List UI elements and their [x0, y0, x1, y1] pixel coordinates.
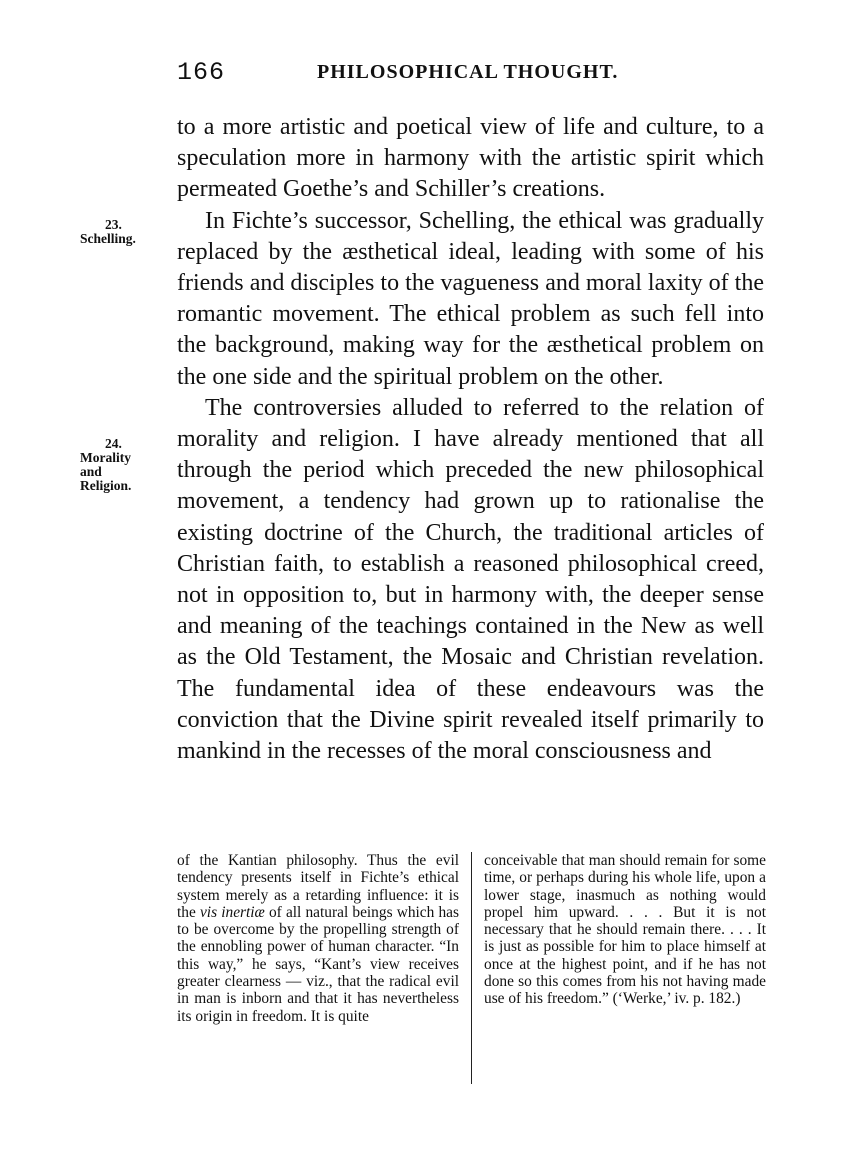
margin-note-number: 23. [105, 217, 122, 232]
footnote-italic-phrase: vis inertiæ [199, 903, 265, 921]
footnote-left-column [177, 852, 459, 1025]
margin-note-schelling [80, 218, 160, 246]
margin-note-morality-and-religion [80, 437, 160, 493]
footnote-column-divider [471, 852, 472, 1084]
footnote-text: of all natural beings which has to be overcome by the propelling strength of the ennobling power of human character. “In this way,” he says, “Kant’s view receives greater clearness — viz., that the radical evil in man is inborn and that it has nevertheless its origin in freedom. It is quite [177, 903, 459, 1025]
footnote-text: of the Kantian philosophy. Thus the evil tendency presents itself in Fichte’s ethical system merely as a retarding influence: it is the [177, 852, 459, 921]
margin-note-label-line: Religion. [80, 478, 132, 493]
paragraph-continuation: to a more artistic and poetical view of life and culture, to a speculation more in harmony with the artistic spirit which permeated Goethe’s and Schiller’s creations. [177, 114, 764, 203]
page-number: 166 [177, 58, 226, 87]
footnote-right-column: conceivable that man should remain for some time, or perhaps during his whole life, upon a lower stage, inasmuch as nothing would propel him upward. . . . But it is not necessary that he should remain there. . . . It is just as possible for him to place himself at once at the highest point, and if he has not done so this comes from his not having made use of his freedom.” (‘Werke,’ iv. p. 182.) [484, 852, 766, 1008]
margin-note-label: Schelling. [80, 231, 136, 246]
main-text [177, 112, 764, 767]
running-title: PHILOSOPHICAL THOUGHT. [317, 61, 619, 83]
margin-note-label-line: Morality [80, 450, 131, 465]
footnote-area [177, 852, 767, 1092]
margin-note-label-line: and [80, 464, 102, 479]
paragraph-schelling: In Fichte’s successor, Schelling, the ethical was gradually replaced by the æsthetical ideal, leading with some of his friends and disciples to the vagueness and moral laxity of the romantic movement. The ethical problem as such fell into the background, making way for the æsthetical problem on the one side and the spiritual problem on the other. [177, 207, 764, 390]
paragraph-morality-religion: The controversies alluded to referred to the relation of morality and religion. I have already mentioned that all through the period which preceded the new philosophical movement, a tendency had grown up to rationalise the existing doctrine of the Church, the traditional articles of Christian faith, to establish a reasoned philosophical creed, not in opposition to, but in harmony with, the deeper sense and meaning of the teachings contained in the New as well as the Old Testament, the Mosaic and Christian revelation. The fundamental idea of these endeavours was the conviction that the Divine spirit revealed itself primarily to mankind in the recesses of the moral consciousness and [177, 394, 764, 765]
margin-note-number: 24. [105, 436, 122, 451]
page-header [177, 58, 764, 90]
